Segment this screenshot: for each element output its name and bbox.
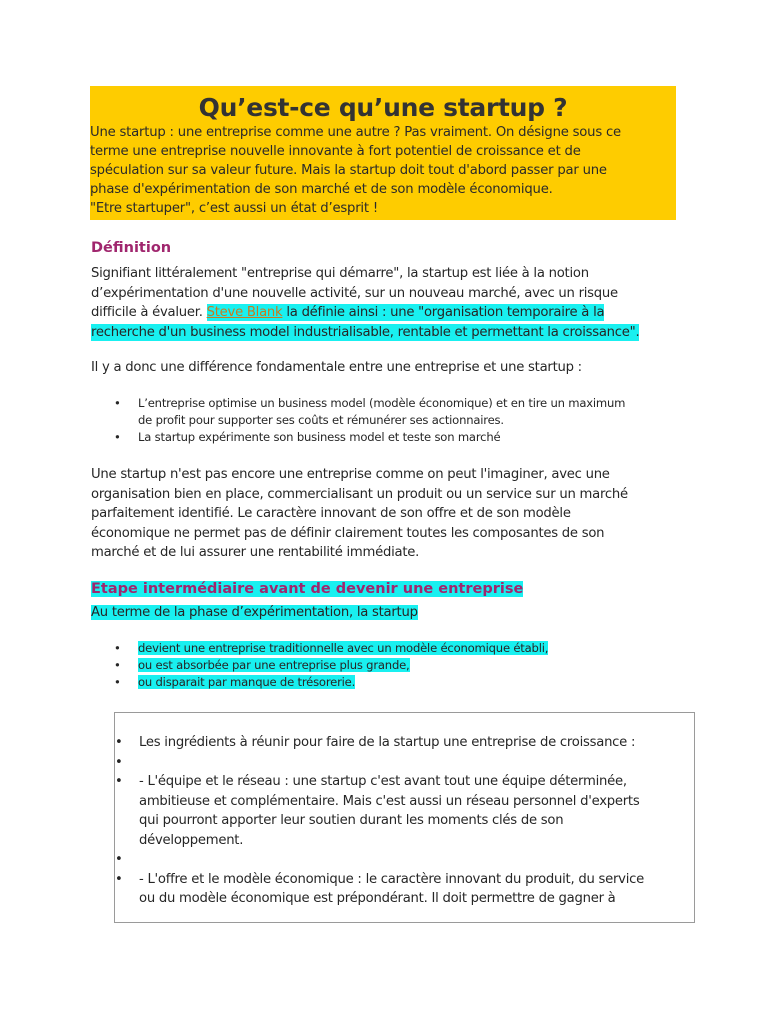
list-item bbox=[111, 429, 625, 446]
list-item bbox=[115, 870, 644, 909]
list-item bbox=[115, 850, 644, 870]
explanation-line: organisation bien en place, commercialisant un produit ou un service sur un marché bbox=[91, 486, 628, 502]
bullet-icon: • bbox=[115, 754, 123, 770]
explanation-line: parfaitement identifié. Le caractère innovant de son offre et de son modèle bbox=[91, 506, 571, 521]
bullet-icon: • bbox=[114, 658, 121, 672]
list-item-line: de profit pour supporter ses coûts et rémunérer ses actionnaires. bbox=[138, 413, 504, 427]
list-item bbox=[115, 772, 644, 850]
definition-line-suffix: la définie ainsi : une "organisation temporaire à la bbox=[282, 305, 605, 320]
intro-line: phase d'expérimentation de son marché et de son modèle économique. bbox=[90, 182, 553, 197]
etape-heading bbox=[91, 581, 523, 597]
bullet-icon: • bbox=[115, 871, 123, 887]
list-item-text: devient une entreprise traditionnelle avec un modèle économique établi, bbox=[138, 641, 549, 655]
bullet-icon: • bbox=[115, 852, 123, 867]
steve-blank-link[interactable]: Steve Blank bbox=[206, 305, 283, 320]
intro-paragraph bbox=[90, 123, 676, 218]
list-item-line: qui pourront apporter leur soutien durant les moments clés de son bbox=[139, 813, 564, 828]
etape-list bbox=[111, 640, 548, 691]
difference-intro: Il y a donc une différence fondamentale entre une entreprise et une startup : bbox=[91, 360, 582, 375]
list-item-text: ou est absorbée par une entreprise plus grande, bbox=[138, 658, 410, 672]
list-item bbox=[111, 395, 625, 429]
intro-line: terme une entreprise nouvelle innovante à fort potentiel de croissance et de bbox=[90, 144, 581, 159]
difference-list bbox=[111, 395, 625, 446]
explanation-line: économique ne permet pas de définir clairement toutes les composantes de son bbox=[91, 525, 605, 541]
intro-box bbox=[90, 86, 676, 220]
bullet-icon: • bbox=[114, 430, 121, 444]
bullet-icon: • bbox=[114, 675, 121, 689]
ingredients-list bbox=[115, 733, 644, 909]
explanation-line: marché et de lui assurer une rentabilité immédiate. bbox=[91, 545, 420, 560]
list-item-line: - L'équipe et le réseau : une startup c'est avant tout une équipe déterminée, bbox=[139, 774, 627, 789]
bullet-icon: • bbox=[114, 641, 121, 655]
definition-paragraph bbox=[91, 264, 691, 342]
etape-heading-text: Etape intermédiaire avant de devenir une entreprise bbox=[91, 581, 524, 597]
list-item bbox=[115, 753, 644, 773]
list-item bbox=[115, 733, 644, 753]
list-item-line: La startup expérimente son business model et teste son marché bbox=[138, 430, 501, 444]
list-item bbox=[111, 640, 548, 657]
list-item-line: développement. bbox=[139, 832, 244, 848]
list-item bbox=[111, 674, 548, 691]
explanation-paragraph bbox=[91, 465, 691, 563]
intro-line: "Etre startuper", c’est aussi un état d’esprit ! bbox=[90, 201, 378, 216]
definition-heading: Définition bbox=[91, 240, 172, 256]
list-item-text: ou disparait par manque de trésorerie. bbox=[138, 675, 356, 689]
list-item-line: Les ingrédients à réunir pour faire de la startup une entreprise de croissance : bbox=[139, 735, 636, 750]
etape-intro bbox=[91, 603, 691, 623]
definition-line-prefix: difficile à évaluer. bbox=[91, 305, 207, 320]
explanation-line: Une startup n'est pas encore une entreprise comme on peut l'imaginer, avec une bbox=[91, 467, 610, 482]
bullet-icon: • bbox=[115, 774, 123, 789]
list-item-line: ambitieuse et complémentaire. Mais c'est aussi un réseau personnel d'experts bbox=[139, 793, 640, 809]
list-item bbox=[111, 657, 548, 674]
page-title: Qu’est-ce qu’une startup ? bbox=[198, 93, 568, 122]
list-item-line: - L'offre et le modèle économique : le caractère innovant du produit, du service bbox=[139, 871, 644, 887]
ingredients-box bbox=[114, 712, 695, 923]
definition-line: d’expérimentation d'une nouvelle activité, sur un nouveau marché, avec un risque bbox=[91, 285, 618, 301]
definition-line bbox=[91, 323, 691, 343]
list-item-line: L’entreprise optimise un business model (modèle économique) et en tire un maximum bbox=[138, 396, 626, 410]
bullet-icon: • bbox=[115, 735, 123, 750]
list-item-line: ou du modèle économique est prépondérant. Il doit permettre de gagner à bbox=[139, 891, 616, 906]
definition-line-3 bbox=[91, 303, 691, 323]
intro-line: Une startup : une entreprise comme une autre ? Pas vraiment. On désigne sous ce bbox=[90, 125, 621, 140]
etape-intro-text: Au terme de la phase d’expérimentation, la startup bbox=[91, 605, 418, 620]
definition-line: Signifiant littéralement "entreprise qui démarre", la startup est liée à la notion bbox=[91, 266, 589, 281]
intro-line: spéculation sur sa valeur future. Mais la startup doit tout d'abord passer par une bbox=[90, 163, 607, 178]
definition-highlight: recherche d'un business model industrialisable, rentable et permettant la croissance". bbox=[91, 324, 640, 340]
bullet-icon: • bbox=[114, 396, 121, 410]
